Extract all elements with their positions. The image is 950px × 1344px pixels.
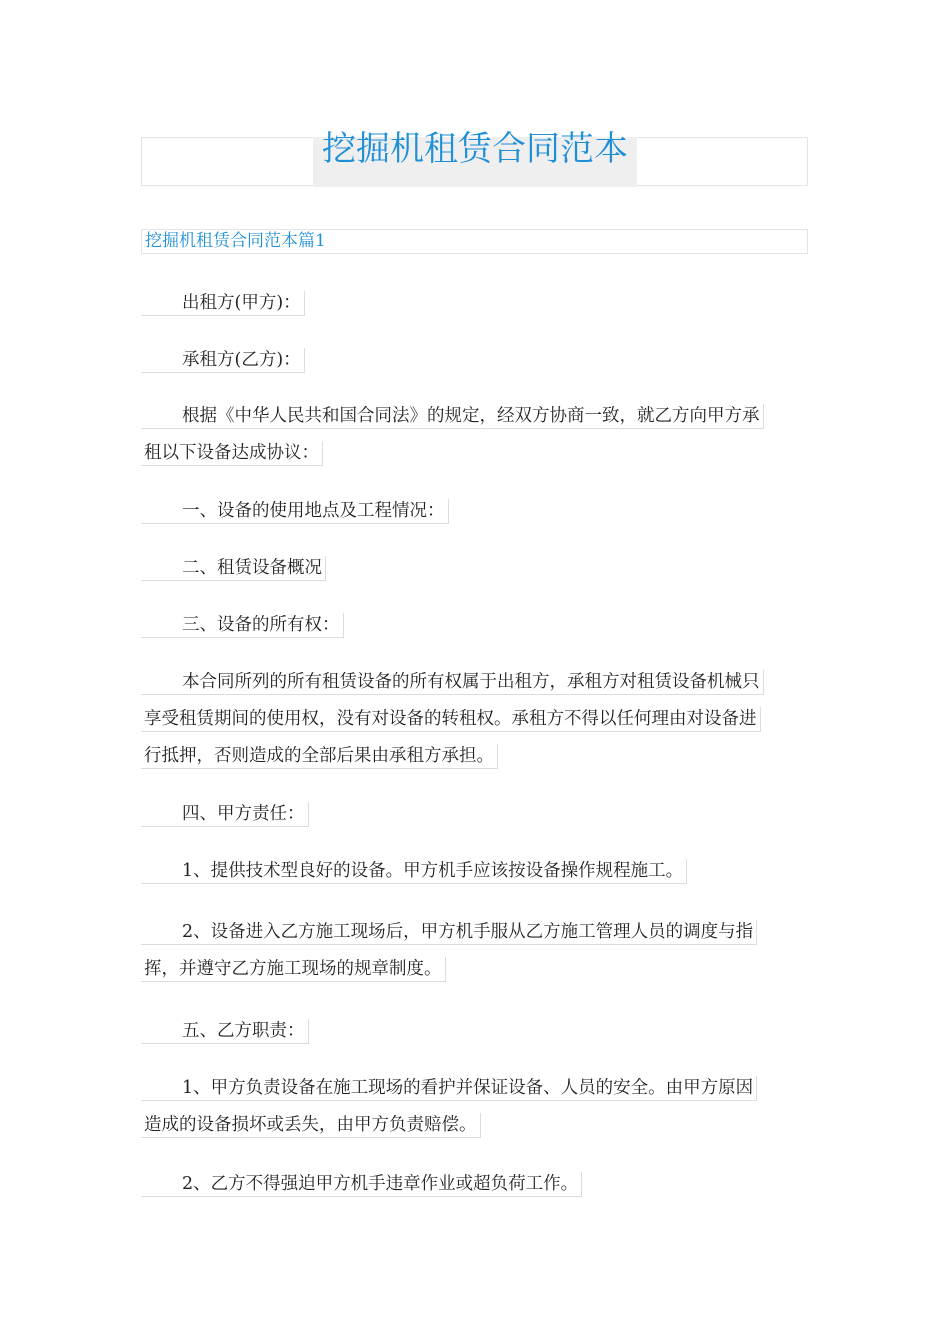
text-line: 行抵押，否则造成的全部后果由承租方承担。 xyxy=(141,738,808,775)
text-line: 造成的设备损坏或丢失，由甲方负责赔偿。 xyxy=(141,1107,808,1144)
text-line: 租以下设备达成协议： xyxy=(141,435,808,472)
paragraph-lessee-duty-2 xyxy=(141,1166,808,1203)
paragraph-lessee-duty-1 xyxy=(141,1070,808,1144)
text-line: 三、设备的所有权： xyxy=(141,607,808,644)
text-line: 2、设备进入乙方施工现场后，甲方机手服从乙方施工管理人员的调度与指 xyxy=(141,914,808,951)
clause-heading-2 xyxy=(141,550,808,587)
paragraph-lessor-duty-2 xyxy=(141,914,808,988)
document-title: 挖掘机租赁合同范本 xyxy=(322,129,628,169)
text-line: 承租方(乙方)： xyxy=(141,342,808,379)
clause-heading-5 xyxy=(141,1013,808,1050)
section-heading: 挖掘机租赁合同范本篇1 xyxy=(141,229,808,254)
text-line: 根据《中华人民共和国合同法》的规定，经双方协商一致，就乙方向甲方承 xyxy=(141,398,808,435)
paragraph-lessor xyxy=(141,285,808,322)
text-line: 挥，并遵守乙方施工现场的规章制度。 xyxy=(141,951,808,988)
paragraph-lessor-duty-1 xyxy=(141,853,808,890)
text-line: 享受租赁期间的使用权，没有对设备的转租权。承租方不得以任何理由对设备进 xyxy=(141,701,808,738)
paragraph-lessee xyxy=(141,342,808,379)
text-line: 一、设备的使用地点及工程情况： xyxy=(141,493,808,530)
text-line: 1、提供技术型良好的设备。甲方机手应该按设备操作规程施工。 xyxy=(141,853,808,890)
paragraph-preamble xyxy=(141,398,808,472)
text-line: 本合同所列的所有租赁设备的所有权属于出租方，承租方对租赁设备机械只 xyxy=(141,664,808,701)
text-line: 五、乙方职责： xyxy=(141,1013,808,1050)
clause-heading-4 xyxy=(141,796,808,833)
text-line: 四、甲方责任： xyxy=(141,796,808,833)
clause-heading-1 xyxy=(141,493,808,530)
clause-heading-3 xyxy=(141,607,808,644)
text-line: 二、租赁设备概况 xyxy=(141,550,808,587)
text-line: 2、乙方不得强迫甲方机手违章作业或超负荷工作。 xyxy=(141,1166,808,1203)
text-line: 出租方(甲方)： xyxy=(141,285,808,322)
text-line: 1、甲方负责设备在施工现场的看护并保证设备、人员的安全。由甲方原因 xyxy=(141,1070,808,1107)
paragraph-ownership xyxy=(141,664,808,775)
